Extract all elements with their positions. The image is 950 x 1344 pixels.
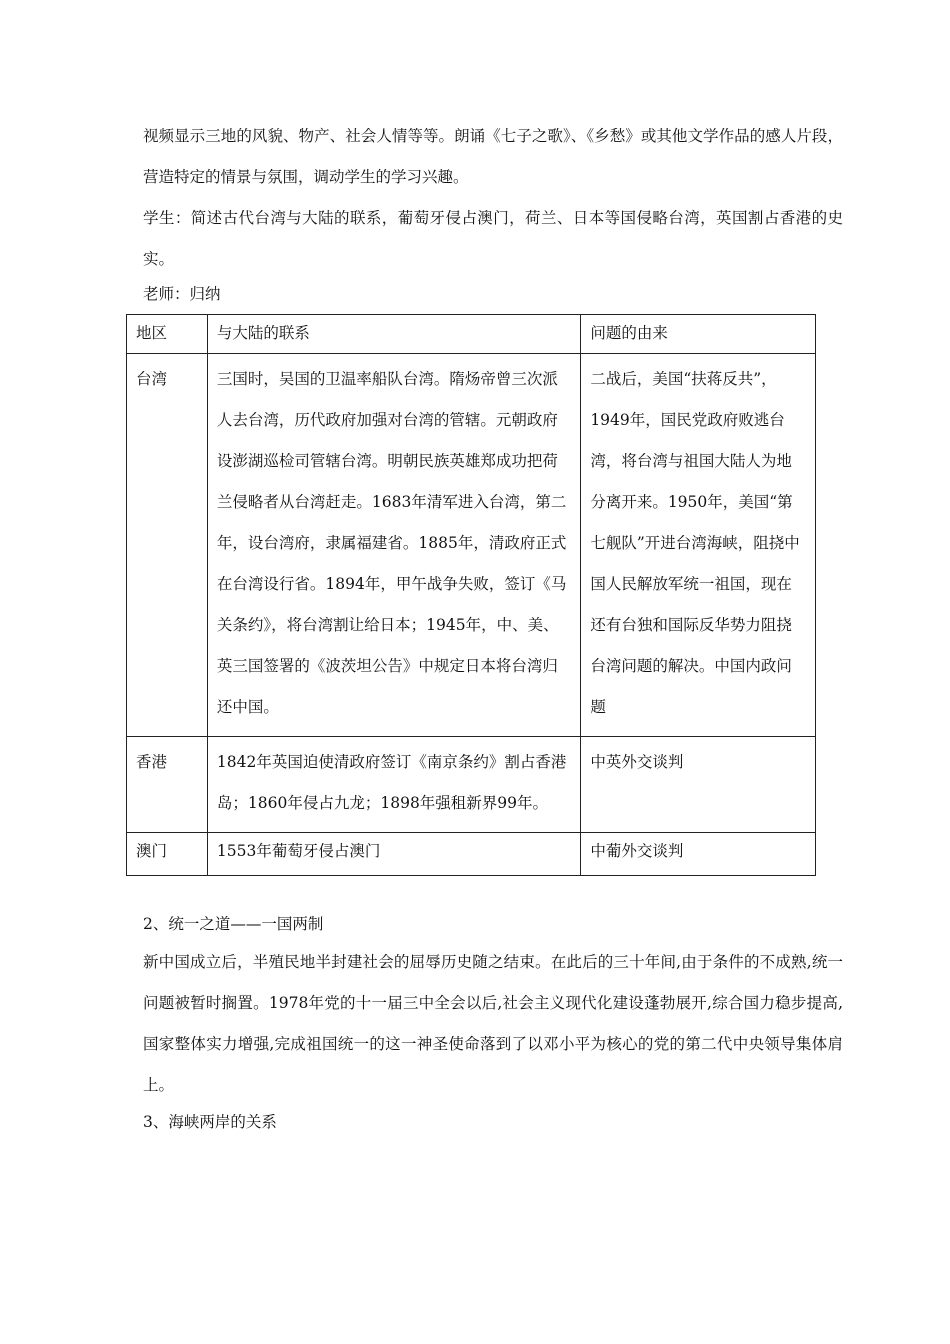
- table-row-hongkong: [127, 737, 816, 833]
- section-2-body: 新中国成立后，半殖民地半封建社会的屈辱历史随之结束。在此后的三十年间,由于条件的不成熟,统一问题被暂时搁置。1978年党的十一届三中全会以后,社会主义现代化建设蓬勃展开,综合国力稳步提高,国家整体实力增强,完成祖国统一的这一神圣使命落到了以邓小平为核心的党的第二代中央领导集体肩上。: [143, 953, 843, 1094]
- table-header-row: [127, 315, 816, 354]
- cell-origin: 二战后，美国“扶蒋反共”，1949年，国民党政府败逃台湾，将台湾与祖国大陆人为地分离开来。1950年，美国“第七舰队”开进台湾海峡，阻挠中国人民解放军统一祖国，现在还有台独和国际反华势力阻挠台湾问题的解决。中国内政问题: [581, 354, 816, 737]
- section-3-heading: 3、海峡两岸的关系: [143, 1113, 277, 1131]
- teacher-summary-label: 老师：归纳: [143, 285, 221, 303]
- cell-link: 三国时，吴国的卫温率船队台湾。隋炀帝曾三次派人去台湾，历代政府加强对台湾的管辖。元朝政府设澎湖巡检司管辖台湾。明朝民族英雄郑成功把荷兰侵略者从台湾赶走。1683年清军进入台湾，第二年，设台湾府，隶属福建省。1885年，清政府正式在台湾设行省。1894年，甲午战争失败，签订《马关条约》，将台湾割让给日本；1945年，中、美、英三国签署的《波茨坦公告》中规定日本将台湾归还中国。: [207, 354, 580, 737]
- cell-link: 1842年英国迫使清政府签订《南京条约》割占香港岛；1860年侵占九龙；1898年强租新界99年。: [207, 737, 580, 833]
- cell-origin: 中英外交谈判: [581, 737, 816, 833]
- header-problem-origin: 问题的由来: [581, 315, 816, 354]
- cell-origin: 中葡外交谈判: [581, 833, 816, 876]
- cell-region: 香港: [127, 737, 208, 833]
- header-mainland-link: 与大陆的联系: [207, 315, 580, 354]
- region-history-table: [126, 314, 816, 876]
- section-2-heading: 2、统一之道——一国两制: [143, 915, 324, 933]
- header-region: 地区: [127, 315, 208, 354]
- cell-region: 澳门: [127, 833, 208, 876]
- intro-paragraph: 视频显示三地的风貌、物产、社会人情等等。朗诵《七子之歌》、《乡愁》或其他文学作品的感人片段，营造特定的情景与氛围，调动学生的学习兴趣。: [143, 127, 843, 186]
- cell-region: 台湾: [127, 354, 208, 737]
- cell-link: 1553年葡萄牙侵占澳门: [207, 833, 580, 876]
- table-row-macau: [127, 833, 816, 876]
- student-paragraph: 学生：简述古代台湾与大陆的联系，葡萄牙侵占澳门，荷兰、日本等国侵略台湾，英国割占香港的史实。: [143, 209, 843, 268]
- table-row-taiwan: [127, 354, 816, 737]
